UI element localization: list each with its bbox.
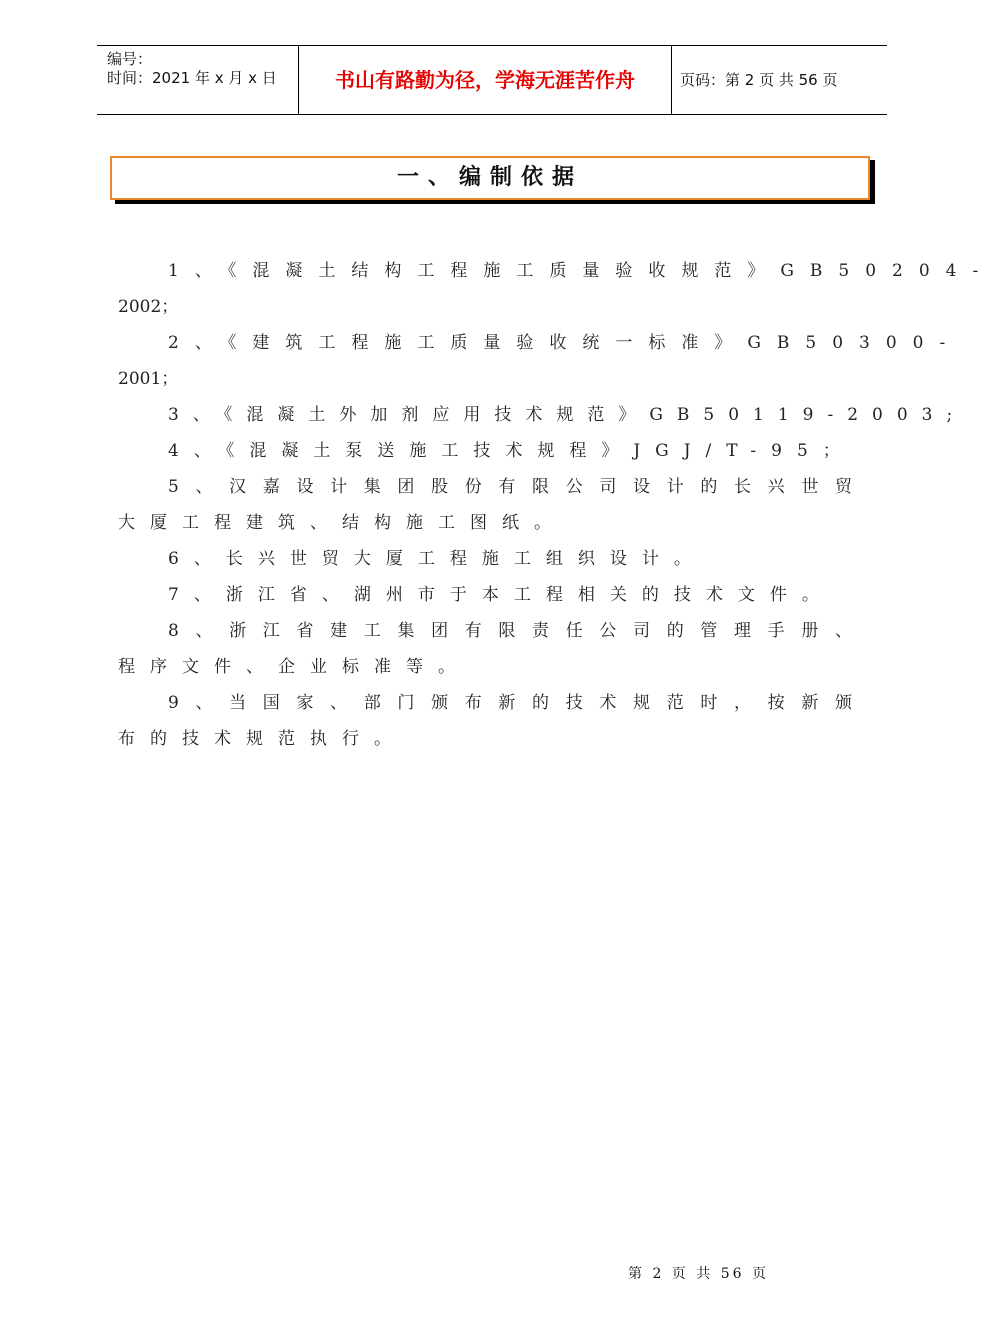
section-title-box (110, 156, 870, 200)
body-line: 程序文件、企业标准等。 (118, 657, 470, 677)
body-line: 5、汉嘉设计集团股份有限公司设计的长兴世贸 (168, 477, 868, 497)
body-line: 2、《建筑工程施工质量验收统一标准》GB50300- (168, 333, 962, 353)
body-line: 大厦工程建筑、结构施工图纸。 (118, 513, 566, 533)
header-table (97, 45, 887, 115)
body-line: 1、《混凝土结构工程施工质量验收规范》GB50204- (168, 261, 994, 281)
header-motto: 书山有路勤为径，学海无涯苦作舟 (335, 68, 635, 92)
body-line: 7、浙江省、湖州市于本工程相关的技术文件。 (168, 585, 834, 605)
header-center-cell (299, 46, 672, 114)
body-line: 布的技术规范执行。 (118, 729, 406, 749)
body-line: 4、《混凝土泵送施工技术规程》JGJ/T-95； (168, 441, 855, 461)
page-footer: 第 2 页 共 56 页 (628, 1266, 769, 1282)
body-line: 3、《混凝土外加剂应用技术规范》GB50119-2003; (168, 405, 967, 425)
header-right-cell (672, 46, 887, 114)
section-title: 一、编制依据 (396, 165, 583, 190)
header-page-info: 页码：第 2 页 共 56 页 (680, 71, 838, 89)
body-line: 2002； (118, 297, 179, 317)
body-line: 8、浙江省建工集团有限责任公司的管理手册、 (168, 621, 868, 641)
body-line: 2001； (118, 369, 179, 389)
document-body (118, 253, 994, 757)
body-line: 9、当国家、部门颁布新的技术规范时，按新颁 (168, 693, 868, 713)
document-number-label: 编号： (107, 50, 153, 68)
body-line: 6、长兴世贸大厦工程施工组织设计。 (168, 549, 706, 569)
header-left-cell (97, 46, 299, 114)
document-time-label: 时间：2021 年 x 月 x 日 (107, 69, 277, 87)
